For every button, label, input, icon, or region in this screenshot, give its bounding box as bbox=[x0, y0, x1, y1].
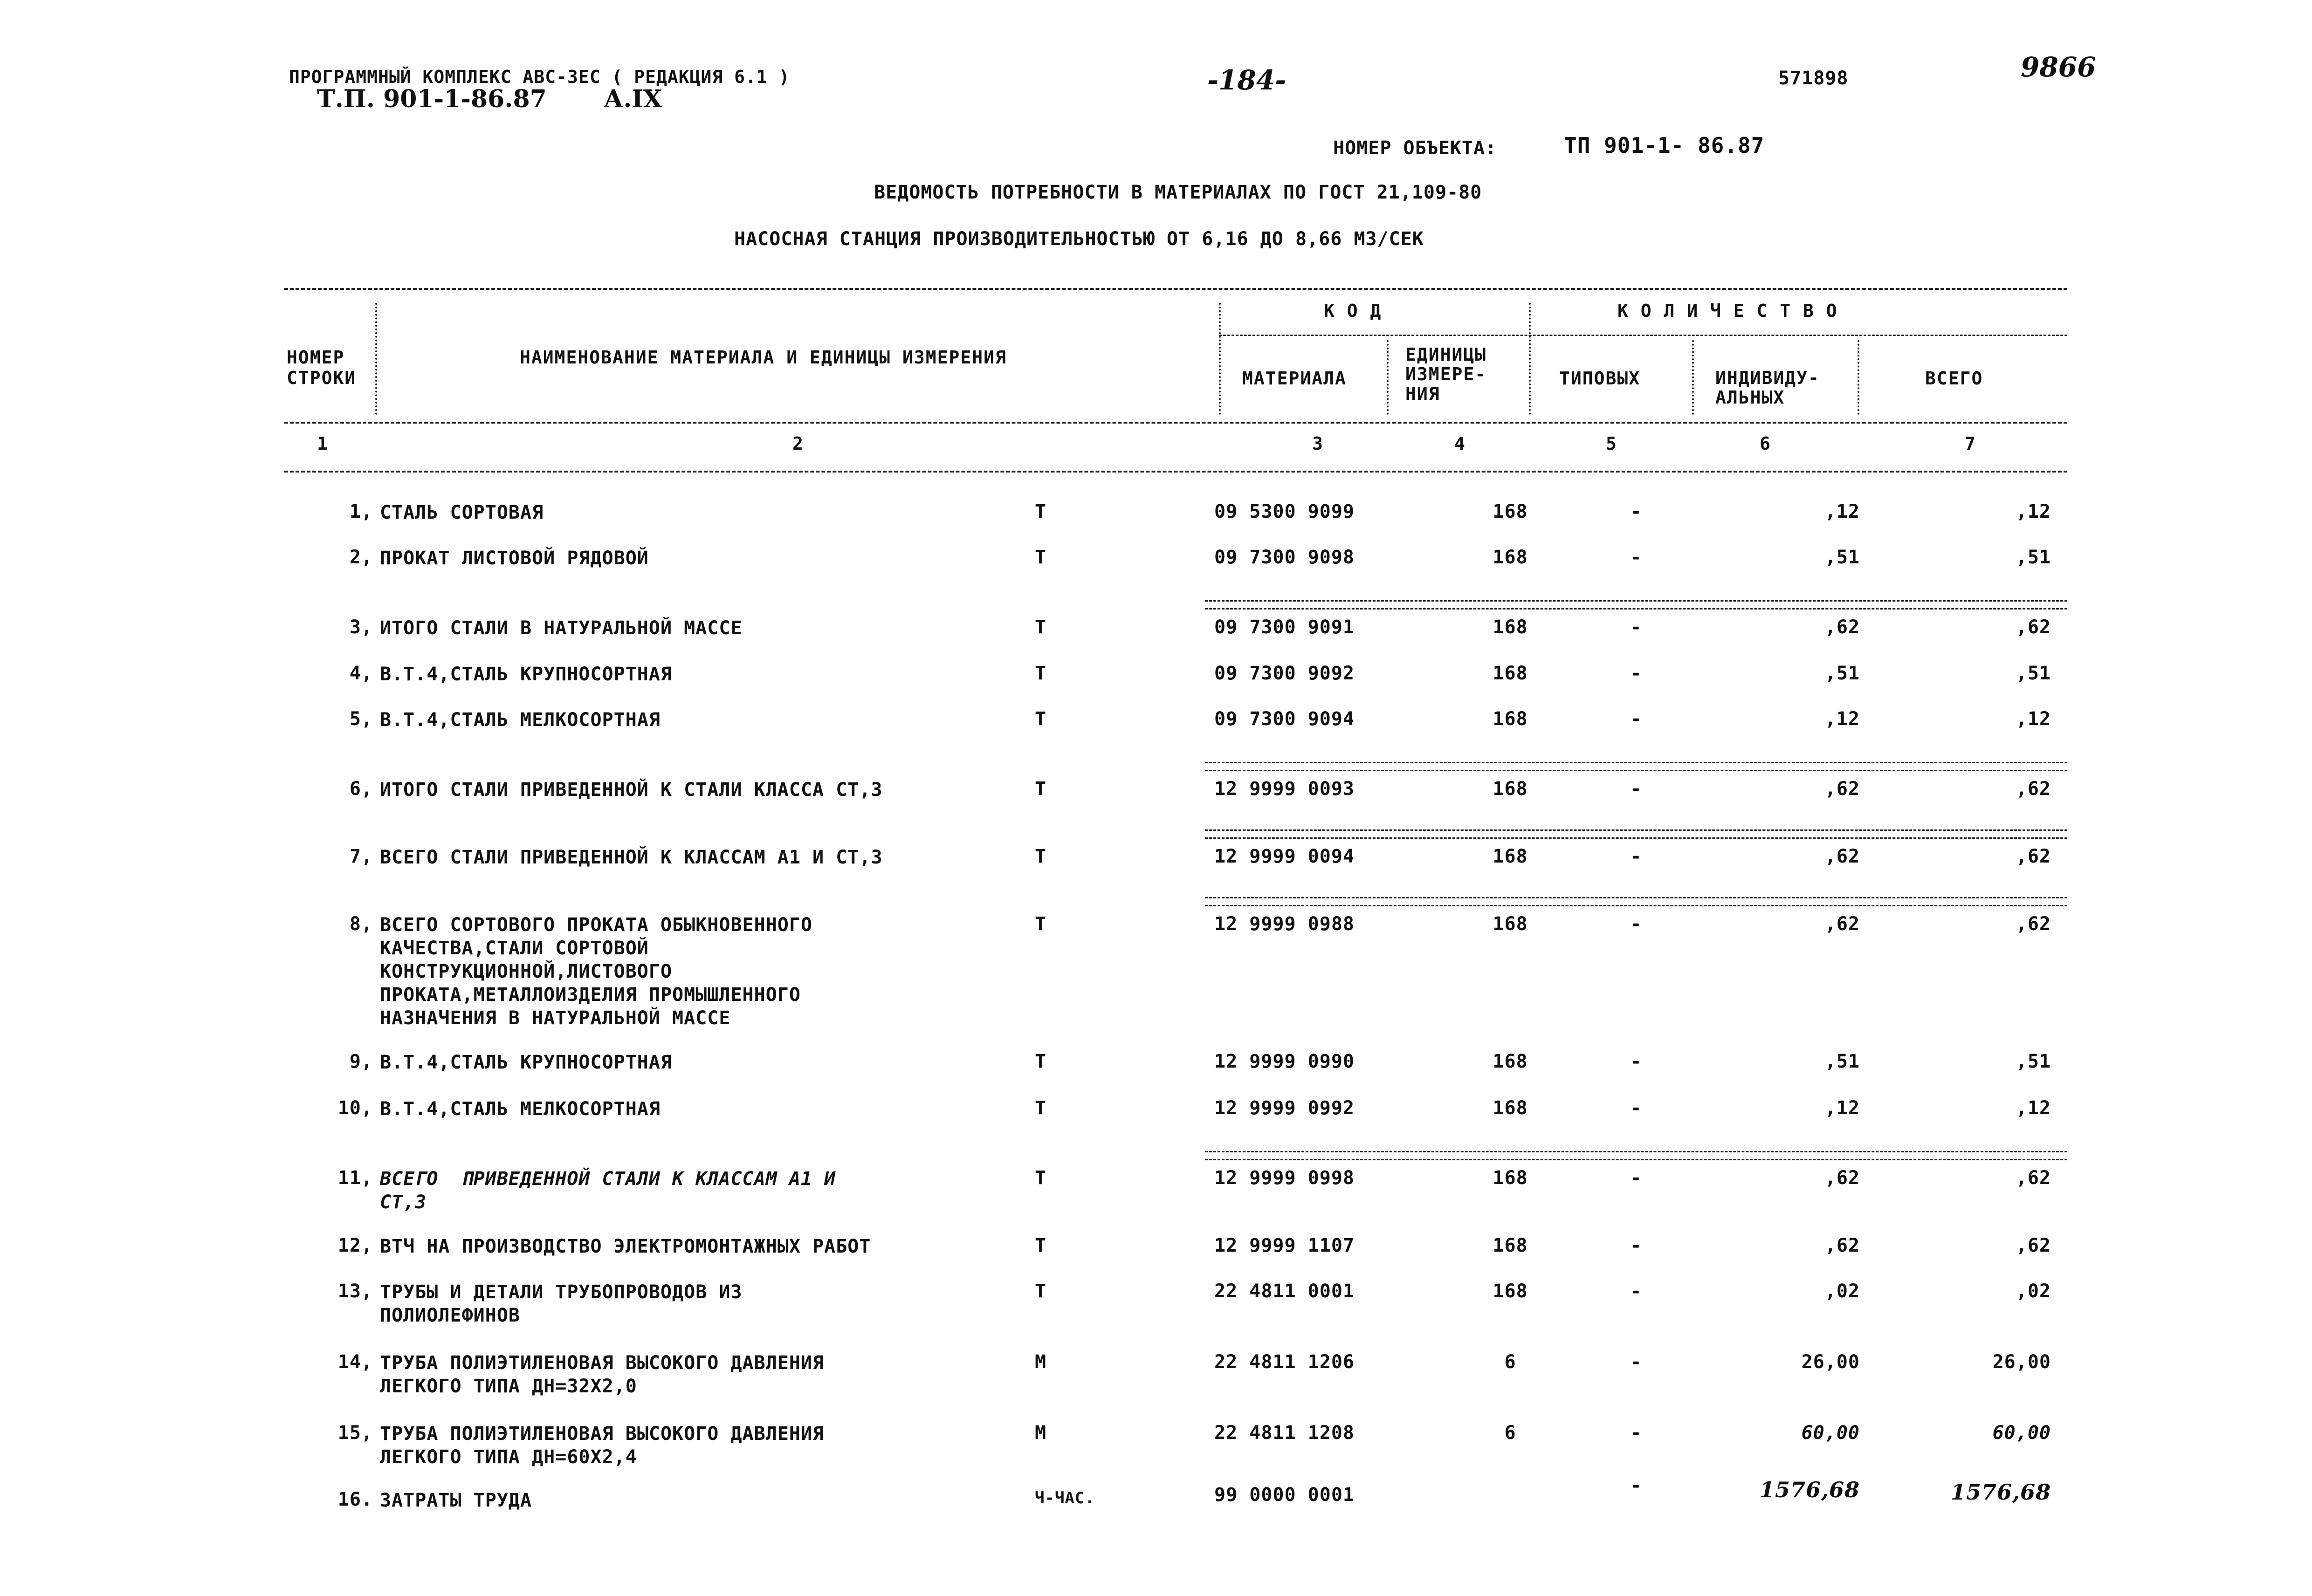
unit-code: 168 bbox=[1493, 708, 1528, 730]
typical-qty: - bbox=[1630, 778, 1642, 800]
unit-code: 168 bbox=[1493, 1167, 1528, 1189]
row-number: 9, bbox=[349, 1051, 373, 1072]
total-separator bbox=[1205, 829, 2067, 839]
material-name: ВСЕГО ПРИВЕДЕННОЙ СТАЛИ К КЛАССАМ А1 И СТ,3 bbox=[380, 1168, 836, 1213]
total-qty: ,12 bbox=[2016, 708, 2051, 730]
header-bottom-rule bbox=[284, 471, 2067, 473]
header-material: МАТЕРИАЛА bbox=[1242, 368, 1347, 389]
individual-qty: ,62 bbox=[1824, 913, 1860, 935]
header-separator bbox=[375, 303, 377, 415]
material-code: 22 4811 1206 bbox=[1214, 1351, 1355, 1373]
table-row bbox=[0, 1097, 2312, 1125]
table-row bbox=[0, 1422, 2312, 1468]
row-number: 2, bbox=[349, 547, 373, 568]
material-name: ВСЕГО СОРТОВОГО ПРОКАТА ОБЫКНОВЕННОГО КАЧЕСТВА,СТАЛИ СОРТОВОЙ КОНСТРУКЦИОННОЙ,ЛИСТОВОГО ПРОКАТА,МЕТАЛЛОИЗДЕЛИЯ ПРОМЫШЛЕННОГО НАЗНАЧЕНИЯ В НАТУРАЛЬНОЙ МАССЕ bbox=[380, 914, 813, 1029]
table-row bbox=[0, 778, 2312, 806]
material-code: 09 7300 9094 bbox=[1214, 708, 1355, 730]
unit-code: 168 bbox=[1493, 913, 1528, 935]
typical-qty: - bbox=[1630, 547, 1642, 568]
material-code: 09 7300 9091 bbox=[1214, 616, 1355, 638]
material-code: 22 4811 1208 bbox=[1214, 1422, 1355, 1444]
header-separator bbox=[1858, 340, 1859, 415]
program-line: ПРОГРАММНЫЙ КОМПЛЕКС АВС-3ЕС ( РЕДАКЦИЯ 6.1 ) bbox=[289, 67, 790, 87]
unit: Т bbox=[1035, 616, 1047, 638]
unit: Т bbox=[1035, 1281, 1047, 1302]
unit: Т bbox=[1035, 501, 1047, 522]
material-name: В.Т.4,СТАЛЬ МЕЛКОСОРТНАЯ bbox=[380, 709, 661, 731]
total-separator bbox=[1205, 1151, 2067, 1160]
typical-qty: - bbox=[1630, 913, 1642, 935]
individual-qty: ,62 bbox=[1824, 778, 1860, 800]
unit: Т bbox=[1035, 1235, 1047, 1256]
material-name: СТАЛЬ СОРТОВАЯ bbox=[380, 502, 544, 523]
individual-qty: ,62 bbox=[1824, 1167, 1860, 1189]
unit-code: 168 bbox=[1493, 778, 1528, 800]
table-row bbox=[0, 501, 2312, 529]
total-qty: ,51 bbox=[2016, 663, 2051, 684]
material-name: ТРУБА ПОЛИЭТИЛЕНОВАЯ ВЫСОКОГО ДАВЛЕНИЯ ЛЕГКОГО ТИПА ДН=60Х2,4 bbox=[380, 1423, 825, 1468]
typical-qty: - bbox=[1630, 1281, 1642, 1302]
unit: Т bbox=[1035, 547, 1047, 568]
document-number: 571898 bbox=[1778, 68, 1849, 89]
material-name: ВТЧ НА ПРОИЗВОДСТВО ЭЛЕКТРОМОНТАЖНЫХ РАБОТ bbox=[380, 1236, 871, 1257]
typical-qty: - bbox=[1630, 1351, 1642, 1373]
material-code: 12 9999 0093 bbox=[1214, 778, 1355, 800]
material-code: 09 7300 9098 bbox=[1214, 547, 1355, 568]
material-name: ТРУБА ПОЛИЭТИЛЕНОВАЯ ВЫСОКОГО ДАВЛЕНИЯ ЛЕГКОГО ТИПА ДН=32Х2,0 bbox=[380, 1352, 825, 1397]
total-qty: ,62 bbox=[2016, 846, 2051, 867]
page-number: -184- bbox=[1207, 64, 1287, 96]
row-number: 10, bbox=[337, 1097, 373, 1119]
typical-qty: - bbox=[1630, 708, 1642, 730]
total-qty: ,02 bbox=[2016, 1281, 2051, 1302]
table-row bbox=[0, 913, 2312, 1029]
total-separator bbox=[1205, 897, 2067, 906]
table-row bbox=[0, 616, 2312, 644]
total-qty: 60,00 bbox=[1992, 1422, 2051, 1444]
material-name: В.Т.4,СТАЛЬ МЕЛКОСОРТНАЯ bbox=[380, 1098, 661, 1120]
table-row bbox=[0, 846, 2312, 874]
unit-code: 6 bbox=[1504, 1351, 1516, 1373]
material-name: ИТОГО СТАЛИ ПРИВЕДЕННОЙ К СТАЛИ КЛАССА СТ,3 bbox=[380, 779, 883, 801]
album-number: А.IX bbox=[604, 85, 662, 113]
individual-qty: 1576,68 bbox=[1759, 1477, 1860, 1502]
unit: М bbox=[1035, 1422, 1047, 1444]
unit: Т bbox=[1035, 1167, 1047, 1189]
material-code: 12 9999 0988 bbox=[1214, 913, 1355, 935]
total-qty: ,51 bbox=[2016, 1051, 2051, 1072]
table-row bbox=[0, 1235, 2312, 1263]
header-separator bbox=[1529, 303, 1531, 415]
project-code: Т.П. 901-1-86.87 bbox=[317, 85, 547, 113]
individual-qty: ,51 bbox=[1824, 1051, 1860, 1072]
material-name: ЗАТРАТЫ ТРУДА bbox=[380, 1490, 532, 1511]
table-row bbox=[0, 1475, 2312, 1517]
total-qty: ,62 bbox=[2016, 1235, 2051, 1256]
object-number-label: НОМЕР ОБЪЕКТА: bbox=[1333, 137, 1497, 159]
typical-qty: - bbox=[1630, 501, 1642, 522]
typical-qty: - bbox=[1630, 1167, 1642, 1189]
unit-code: 168 bbox=[1493, 846, 1528, 867]
total-qty: ,62 bbox=[2016, 913, 2051, 935]
row-number: 12, bbox=[337, 1235, 373, 1256]
unit: Т bbox=[1035, 846, 1047, 867]
unit-code: 168 bbox=[1493, 547, 1528, 568]
object-number-value: ТП 901-1- 86.87 bbox=[1564, 133, 1765, 158]
row-number: 6, bbox=[349, 778, 373, 800]
unit: Т bbox=[1035, 663, 1047, 684]
unit-code: 168 bbox=[1493, 1097, 1528, 1119]
header-quantity-group: К О Л И Ч Е С Т В О bbox=[1617, 301, 1838, 321]
material-code: 12 9999 0992 bbox=[1214, 1097, 1355, 1119]
total-qty: 1576,68 bbox=[1950, 1480, 2051, 1505]
column-number: 6 bbox=[1760, 433, 1771, 454]
unit-code: 168 bbox=[1493, 663, 1528, 684]
table-row bbox=[0, 1351, 2312, 1397]
page-title: ВЕДОМОСТЬ ПОТРЕБНОСТИ В МАТЕРИАЛАХ ПО ГОСТ 21,109-80 bbox=[874, 182, 1482, 203]
typical-qty: - bbox=[1630, 1422, 1642, 1444]
material-name: ТРУБЫ И ДЕТАЛИ ТРУБОПРОВОДОВ ИЗ ПОЛИОЛЕФИНОВ bbox=[380, 1281, 743, 1326]
total-qty: ,62 bbox=[2016, 1167, 2051, 1189]
total-qty: ,62 bbox=[2016, 778, 2051, 800]
unit-code: 168 bbox=[1493, 1281, 1528, 1302]
header-total: ВСЕГО bbox=[1925, 368, 1983, 389]
total-qty: ,51 bbox=[2016, 547, 2051, 568]
material-code: 12 9999 1107 bbox=[1214, 1235, 1355, 1256]
unit-code: 168 bbox=[1493, 616, 1528, 638]
typical-qty: - bbox=[1630, 1051, 1642, 1072]
individual-qty: ,51 bbox=[1824, 547, 1860, 568]
corner-number: 9866 bbox=[2021, 51, 2096, 83]
header-row-number: НОМЕР СТРОКИ bbox=[287, 347, 357, 388]
individual-qty: ,02 bbox=[1824, 1281, 1860, 1302]
header-mid-rule bbox=[284, 422, 2067, 424]
material-name: ВСЕГО СТАЛИ ПРИВЕДЕННОЙ К КЛАССАМ А1 И СТ,3 bbox=[380, 847, 883, 868]
individual-qty: ,62 bbox=[1824, 1235, 1860, 1256]
individual-qty: ,12 bbox=[1824, 1097, 1860, 1119]
individual-qty: ,62 bbox=[1824, 616, 1860, 638]
material-name: В.Т.4,СТАЛЬ КРУПНОСОРТНАЯ bbox=[380, 1052, 673, 1073]
typical-qty: - bbox=[1630, 1097, 1642, 1119]
column-number: 4 bbox=[1454, 433, 1466, 454]
row-number: 4, bbox=[349, 663, 373, 684]
unit-code: 6 bbox=[1504, 1422, 1516, 1444]
unit-code: 168 bbox=[1493, 1051, 1528, 1072]
unit: Т bbox=[1035, 708, 1047, 730]
typical-qty: - bbox=[1630, 1475, 1642, 1496]
typical-qty: - bbox=[1630, 616, 1642, 638]
total-separator bbox=[1205, 600, 2067, 610]
header-individual: ИНДИВИДУ- АЛЬНЫХ bbox=[1715, 368, 1820, 408]
table-top-rule bbox=[284, 288, 2067, 290]
row-number: 16. bbox=[337, 1489, 373, 1510]
individual-qty: ,51 bbox=[1824, 663, 1860, 684]
unit: Ч-ЧАС. bbox=[1035, 1489, 1095, 1507]
typical-qty: - bbox=[1630, 663, 1642, 684]
row-number: 8, bbox=[349, 913, 373, 935]
material-code: 12 9999 0990 bbox=[1214, 1051, 1355, 1072]
total-qty: ,12 bbox=[2016, 1097, 2051, 1119]
header-separator bbox=[1692, 340, 1694, 415]
typical-qty: - bbox=[1630, 1235, 1642, 1256]
unit-code: 168 bbox=[1493, 501, 1528, 522]
individual-qty: ,62 bbox=[1824, 846, 1860, 867]
table-row bbox=[0, 1051, 2312, 1079]
column-number: 7 bbox=[1965, 433, 1976, 454]
material-code: 22 4811 0001 bbox=[1214, 1281, 1355, 1302]
individual-qty: 26,00 bbox=[1801, 1351, 1860, 1373]
row-number: 7, bbox=[349, 846, 373, 867]
row-number: 11, bbox=[337, 1167, 373, 1189]
header-code-group: К О Д bbox=[1324, 301, 1382, 321]
total-separator bbox=[1205, 762, 2067, 771]
header-name: НАИМЕНОВАНИЕ МАТЕРИАЛА И ЕДИНИЦЫ ИЗМЕРЕНИЯ bbox=[520, 347, 1007, 368]
unit: Т bbox=[1035, 1051, 1047, 1072]
table-row bbox=[0, 1281, 2312, 1326]
table-row bbox=[0, 663, 2312, 691]
individual-qty: ,12 bbox=[1824, 501, 1860, 522]
individual-qty: 60,00 bbox=[1801, 1422, 1860, 1444]
row-number: 15, bbox=[337, 1422, 373, 1444]
total-qty: 26,00 bbox=[1992, 1351, 2051, 1373]
row-number: 5, bbox=[349, 708, 373, 730]
row-number: 13, bbox=[337, 1281, 373, 1302]
column-number: 1 bbox=[317, 433, 329, 454]
total-qty: ,62 bbox=[2016, 616, 2051, 638]
column-number: 3 bbox=[1312, 433, 1324, 454]
individual-qty: ,12 bbox=[1824, 708, 1860, 730]
code-group-rule bbox=[1219, 335, 2067, 336]
unit: Т bbox=[1035, 913, 1047, 935]
material-code: 12 9999 0998 bbox=[1214, 1167, 1355, 1189]
material-name: ПРОКАТ ЛИСТОВОЙ РЯДОВОЙ bbox=[380, 548, 649, 569]
unit: Т bbox=[1035, 1097, 1047, 1119]
material-code: 12 9999 0094 bbox=[1214, 846, 1355, 867]
row-number: 14, bbox=[337, 1351, 373, 1373]
unit: М bbox=[1035, 1351, 1047, 1373]
header-typical: ТИПОВЫХ bbox=[1559, 368, 1641, 389]
table-row bbox=[0, 547, 2312, 575]
material-code: 99 0000 0001 bbox=[1214, 1484, 1355, 1506]
column-number: 5 bbox=[1606, 433, 1617, 454]
material-code: 09 5300 9099 bbox=[1214, 501, 1355, 522]
column-number: 2 bbox=[792, 433, 804, 454]
header-separator bbox=[1219, 303, 1221, 415]
row-number: 1, bbox=[349, 501, 373, 522]
total-qty: ,12 bbox=[2016, 501, 2051, 522]
typical-qty: - bbox=[1630, 846, 1642, 867]
material-name: ИТОГО СТАЛИ В НАТУРАЛЬНОЙ МАССЕ bbox=[380, 617, 743, 639]
material-code: 09 7300 9092 bbox=[1214, 663, 1355, 684]
row-number: 3, bbox=[349, 616, 373, 638]
table-row bbox=[0, 1167, 2312, 1213]
material-name: В.Т.4,СТАЛЬ КРУПНОСОРТНАЯ bbox=[380, 664, 673, 685]
table-row bbox=[0, 708, 2312, 736]
header-unit-code: ЕДИНИЦЫ ИЗМЕРЕ- НИЯ bbox=[1405, 344, 1487, 404]
unit: Т bbox=[1035, 778, 1047, 800]
header-separator bbox=[1387, 340, 1389, 415]
page-subtitle: НАСОСНАЯ СТАНЦИЯ ПРОИЗВОДИТЕЛЬНОСТЬЮ ОТ 6,16 ДО 8,66 М3/СЕК bbox=[734, 228, 1424, 250]
unit-code: 168 bbox=[1493, 1235, 1528, 1256]
